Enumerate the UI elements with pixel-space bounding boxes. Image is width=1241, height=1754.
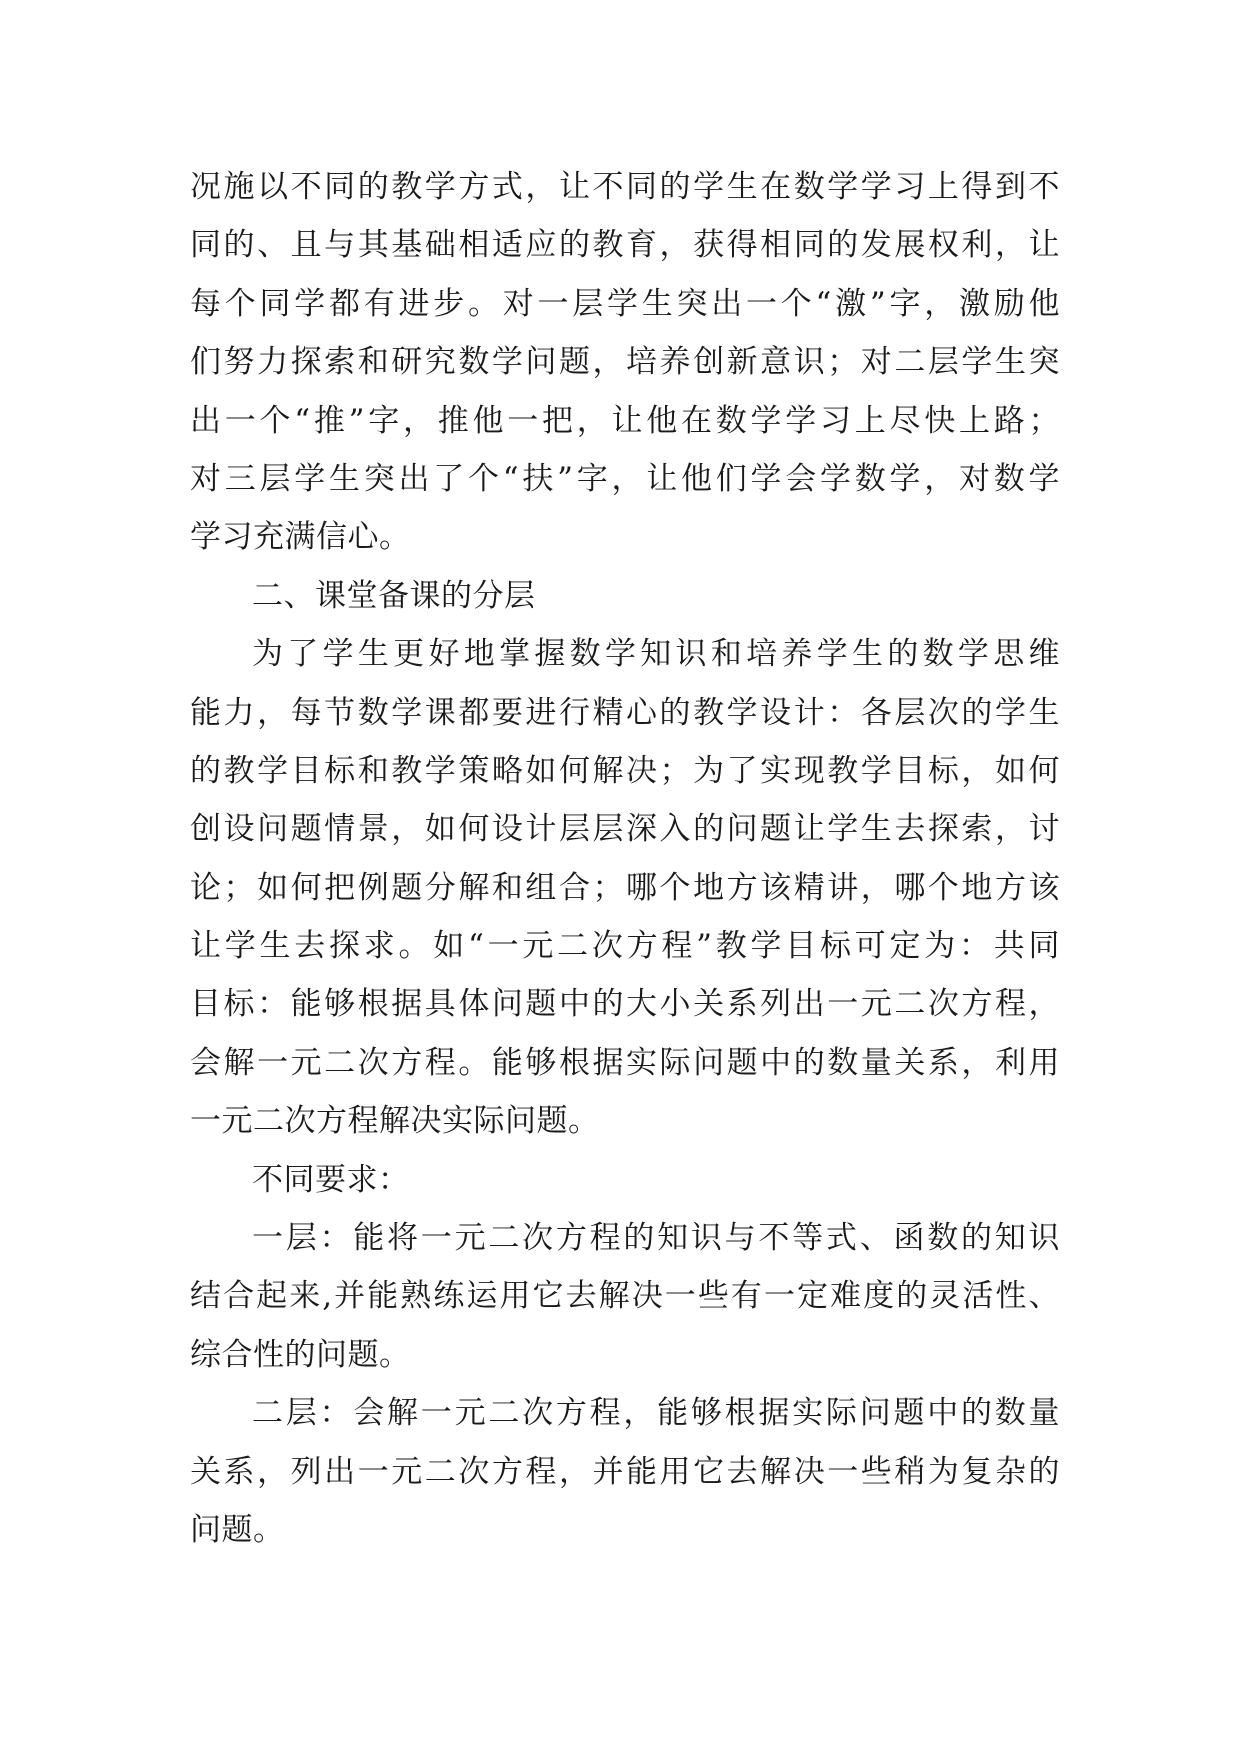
text-line: 会解一元二次方程。能够根据实际问题中的数量关系，利用: [190, 1044, 1060, 1081]
text-line: 对三层学生突出了个“扶”字，让他们学会学数学，对数学: [190, 460, 1060, 497]
text-line: 一元二次方程解决实际问题。: [190, 1103, 600, 1140]
text-line: 论；如何把例题分解和组合；哪个地方该精讲，哪个地方该: [190, 869, 1060, 906]
text-line: 二层：会解一元二次方程，能够根据实际问题中的数量: [252, 1395, 1060, 1432]
text-line: 的教学目标和教学策略如何解决；为了实现教学目标，如何: [190, 752, 1060, 789]
body-text: [190, 158, 1060, 1559]
text-line: 问题。: [190, 1511, 285, 1548]
text-line: 目标：能够根据具体问题中的大小关系列出一元二次方程，: [190, 986, 1060, 1023]
text-line: 结合起来,并能熟练运用它去解决一些有一定难度的灵活性、: [190, 1278, 1060, 1315]
subheading: 不同要求：: [252, 1161, 410, 1198]
text-line: 为了学生更好地掌握数学知识和培养学生的数学思维: [252, 636, 1060, 673]
text-line: 学习充满信心。: [190, 519, 411, 556]
text-line: 出一个“推”字，推他一把，让他在数学学习上尽快上路；: [190, 402, 1060, 439]
text-line: 关系，列出一元二次方程，并能用它去解决一些稍为复杂的: [190, 1453, 1060, 1490]
section-heading: 二、课堂备课的分层: [252, 577, 536, 614]
text-line: 能力，每节数学课都要进行精心的教学设计：各层次的学生: [190, 694, 1060, 731]
text-line: 同的、且与其基础相适应的教育，获得相同的发展权利，让: [190, 227, 1060, 264]
text-line: 综合性的问题。: [190, 1336, 411, 1373]
text-line: 况施以不同的教学方式，让不同的学生在数学学习上得到不: [190, 169, 1060, 205]
text-line: 们努力探索和研究数学问题，培养创新意识；对二层学生突: [190, 344, 1060, 381]
text-line: 一层：能将一元二次方程的知识与不等式、函数的知识: [252, 1220, 1060, 1257]
text-line: 创设问题情景，如何设计层层深入的问题让学生去探索，讨: [190, 811, 1060, 848]
text-line: 让学生去探求。如“一元二次方程”教学目标可定为：共同: [190, 928, 1060, 965]
text-line: 每个同学都有进步。对一层学生突出一个“激”字，激励他: [190, 285, 1060, 322]
